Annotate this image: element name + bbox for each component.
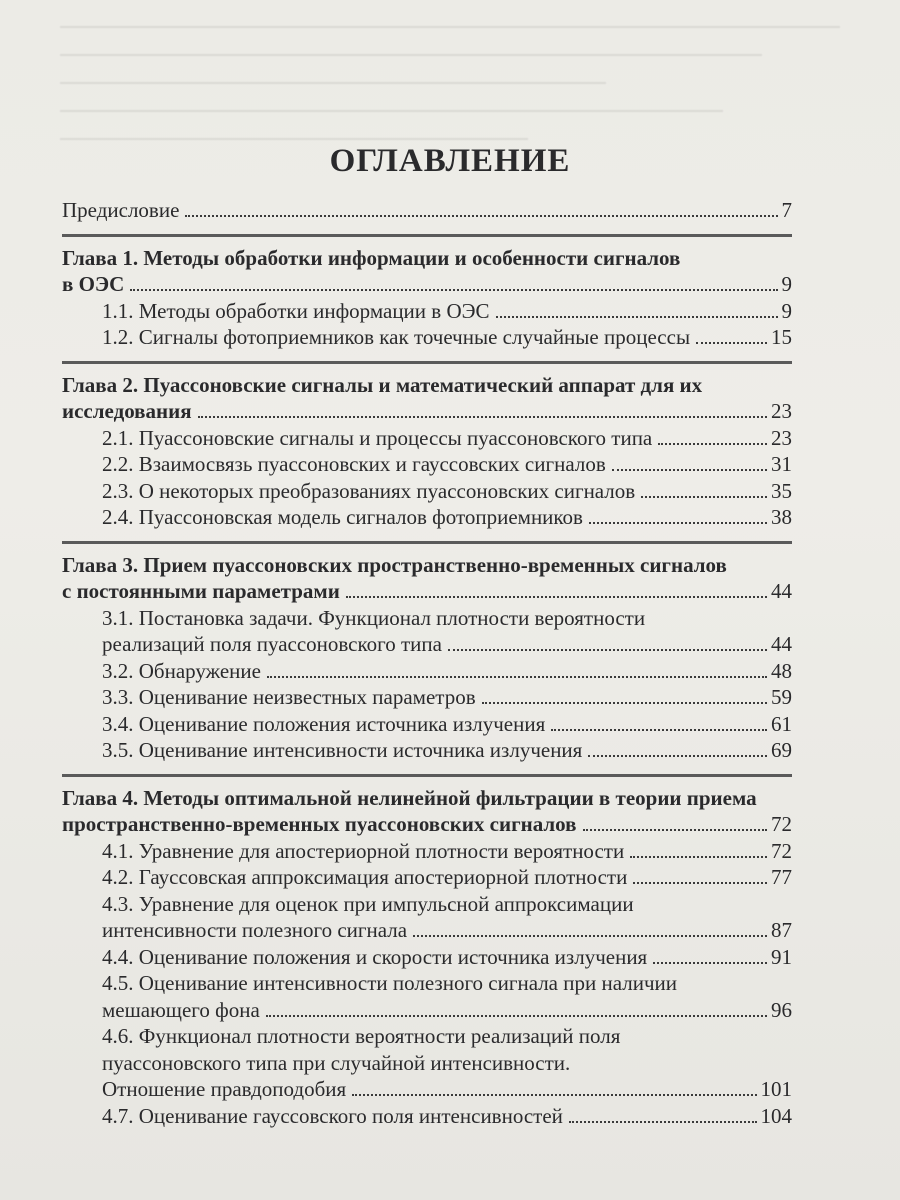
section-row <box>102 324 792 351</box>
dot-leader <box>346 596 767 598</box>
entry-label: исследования <box>62 399 192 423</box>
chapter-divider <box>62 234 792 237</box>
entry-label: 3.4. Оценивание положения источника излучения <box>102 711 546 736</box>
section-row <box>102 631 792 658</box>
chapter-title-row <box>62 811 792 838</box>
dot-leader <box>130 289 777 291</box>
page-number: 7 <box>781 198 792 222</box>
chapter-1 <box>62 245 792 351</box>
chapter-title-line: Глава 1. Методы обработки информации и особенности сигналов <box>62 245 681 270</box>
section-row <box>102 478 792 505</box>
entry-label: 4.2. Гауссовская аппроксимация апостериорной плотности <box>102 865 628 889</box>
dot-leader <box>641 496 767 498</box>
dot-leader <box>612 469 767 471</box>
entry-label: Предисловие <box>62 198 180 222</box>
entry-label: в ОЭС <box>62 272 125 296</box>
section-row <box>102 944 792 971</box>
chapter-divider <box>62 774 792 777</box>
entry-label: 3.2. Обнаружение <box>102 658 261 683</box>
page-number: 31 <box>771 452 792 476</box>
table-of-contents <box>62 197 792 1129</box>
chapter-title-line: Глава 3. Прием пуассоновских пространственно-временных сигналов <box>62 552 727 577</box>
page-number: 9 <box>781 298 792 323</box>
toc-section-entry <box>62 711 792 738</box>
section-row <box>102 451 792 478</box>
toc-section-entry <box>62 324 792 351</box>
toc-section-entry <box>62 891 792 944</box>
entry-label: реализаций поля пуассоновского типа <box>102 632 442 656</box>
section-row <box>102 658 792 685</box>
entry-label: 4.1. Уравнение для апостериорной плотности вероятности <box>102 838 625 863</box>
page-number: 72 <box>771 838 792 863</box>
dot-leader <box>198 416 767 418</box>
entry-label: 1.1. Методы обработки информации в ОЭС <box>102 298 490 323</box>
dot-leader <box>551 729 767 731</box>
page-number: 91 <box>771 944 792 969</box>
page-number: 23 <box>771 399 792 423</box>
entry-label: интенсивности полезного сигнала <box>102 918 408 942</box>
dot-leader <box>653 962 767 964</box>
toc-section-entry <box>62 1023 792 1103</box>
section-title-line: 4.3. Уравнение для оценок при импульсной аппроксимации <box>102 891 634 916</box>
dot-leader <box>496 316 778 318</box>
dot-leader <box>413 935 767 937</box>
entry-label: Отношение правдоподобия <box>102 1077 347 1101</box>
toc-section-entry <box>62 1103 792 1130</box>
page-number: 104 <box>760 1103 792 1128</box>
section-row <box>102 864 792 891</box>
section-row <box>102 298 792 325</box>
entry-label: 2.4. Пуассоновская модель сигналов фотоприемников <box>102 505 583 529</box>
chapter-title-line: Глава 2. Пуассоновские сигналы и математический аппарат для их <box>62 372 703 397</box>
dot-leader <box>185 215 777 217</box>
page-number: 38 <box>771 505 792 529</box>
page-number: 87 <box>771 918 792 942</box>
section-row <box>102 838 792 865</box>
section-title-line: 3.1. Постановка задачи. Функционал плотности вероятности <box>102 605 646 630</box>
page-title: ОГЛАВЛЕНИЕ <box>329 143 571 179</box>
section-row <box>102 997 792 1024</box>
toc-entry-preface <box>62 197 792 224</box>
chapter-divider <box>62 361 792 364</box>
entry-label: 2.2. Взаимосвязь пуассоновских и гауссовских сигналов <box>102 452 606 476</box>
page-number: 96 <box>771 997 792 1022</box>
entry-label: 3.3. Оценивание неизвестных параметров <box>102 685 476 709</box>
dot-leader <box>633 882 767 884</box>
entry-label: 4.7. Оценивание гауссовского поля интенсивностей <box>102 1103 563 1128</box>
toc-section-entry <box>62 864 792 891</box>
entry-label: с постоянными параметрами <box>62 579 340 603</box>
toc-section-entry <box>62 298 792 325</box>
entry-label: пространственно-временных пуассоновских сигналов <box>62 812 577 836</box>
section-row <box>102 1103 792 1130</box>
entry-label: мешающего фона <box>102 997 260 1022</box>
section-title-line: пуассоновского типа при случайной интенсивности. <box>102 1050 571 1075</box>
entry-label: 3.5. Оценивание интенсивности источника излучения <box>102 738 583 762</box>
dot-leader <box>352 1094 756 1096</box>
entry-label: 2.3. О некоторых преобразованиях пуассоновских сигналов <box>102 478 636 503</box>
section-row <box>102 504 792 531</box>
entry-label: 1.2. Сигналы фотоприемников как точечные случайные процессы <box>102 325 691 349</box>
toc-section-entry <box>62 737 792 764</box>
section-row <box>102 917 792 944</box>
section-row <box>102 684 792 711</box>
toc-section-entry <box>62 684 792 711</box>
section-title-line: 4.6. Функционал плотности вероятности реализаций поля <box>102 1024 621 1048</box>
dot-leader <box>482 702 767 704</box>
chapter-title-row <box>62 271 792 298</box>
toc-section-entry <box>62 504 792 531</box>
dot-leader <box>588 755 767 757</box>
entry-label: 2.1. Пуассоновские сигналы и процессы пуассоновского типа <box>102 425 653 450</box>
chapter-title-row <box>62 398 792 425</box>
chapter-4 <box>62 785 792 1130</box>
page-number: 77 <box>771 865 792 889</box>
dot-leader <box>630 856 767 858</box>
show-through-text <box>60 0 840 150</box>
dot-leader <box>658 443 767 445</box>
dot-leader <box>266 1015 767 1017</box>
toc-section-entry <box>62 605 792 658</box>
chapter-title-line: Глава 4. Методы оптимальной нелинейной фильтрации в теории приема <box>62 785 757 810</box>
toc-section-entry <box>62 425 792 452</box>
section-row <box>102 425 792 452</box>
page-number: 35 <box>771 478 792 503</box>
dot-leader <box>569 1121 757 1123</box>
dot-leader <box>267 676 767 678</box>
toc-section-entry <box>62 658 792 685</box>
toc-section-entry <box>62 838 792 865</box>
page-number: 101 <box>760 1077 792 1101</box>
toc-section-entry <box>62 478 792 505</box>
toc-section-entry <box>62 970 792 1023</box>
dot-leader <box>583 829 768 831</box>
page-number: 15 <box>771 325 792 349</box>
chapter-title-row <box>62 578 792 605</box>
entry-label: 4.4. Оценивание положения и скорости источника излучения <box>102 944 648 969</box>
page-number: 59 <box>771 685 792 709</box>
page-number: 61 <box>771 711 792 736</box>
page-number: 44 <box>771 632 792 656</box>
dot-leader <box>589 522 767 524</box>
chapter-3 <box>62 552 792 764</box>
toc-section-entry <box>62 944 792 971</box>
page-number: 23 <box>771 425 792 450</box>
section-row <box>102 737 792 764</box>
page-number: 72 <box>771 812 792 836</box>
dot-leader <box>448 649 767 651</box>
section-row <box>102 711 792 738</box>
chapter-2 <box>62 372 792 531</box>
page-number: 48 <box>771 658 792 683</box>
page-number: 69 <box>771 738 792 762</box>
dot-leader <box>696 342 767 344</box>
section-row <box>102 1076 792 1103</box>
chapter-divider <box>62 541 792 544</box>
section-title-line: 4.5. Оценивание интенсивности полезного сигнала при наличии <box>102 971 677 995</box>
page-number: 44 <box>771 579 792 603</box>
toc-section-entry <box>62 451 792 478</box>
page-number: 9 <box>781 272 792 296</box>
